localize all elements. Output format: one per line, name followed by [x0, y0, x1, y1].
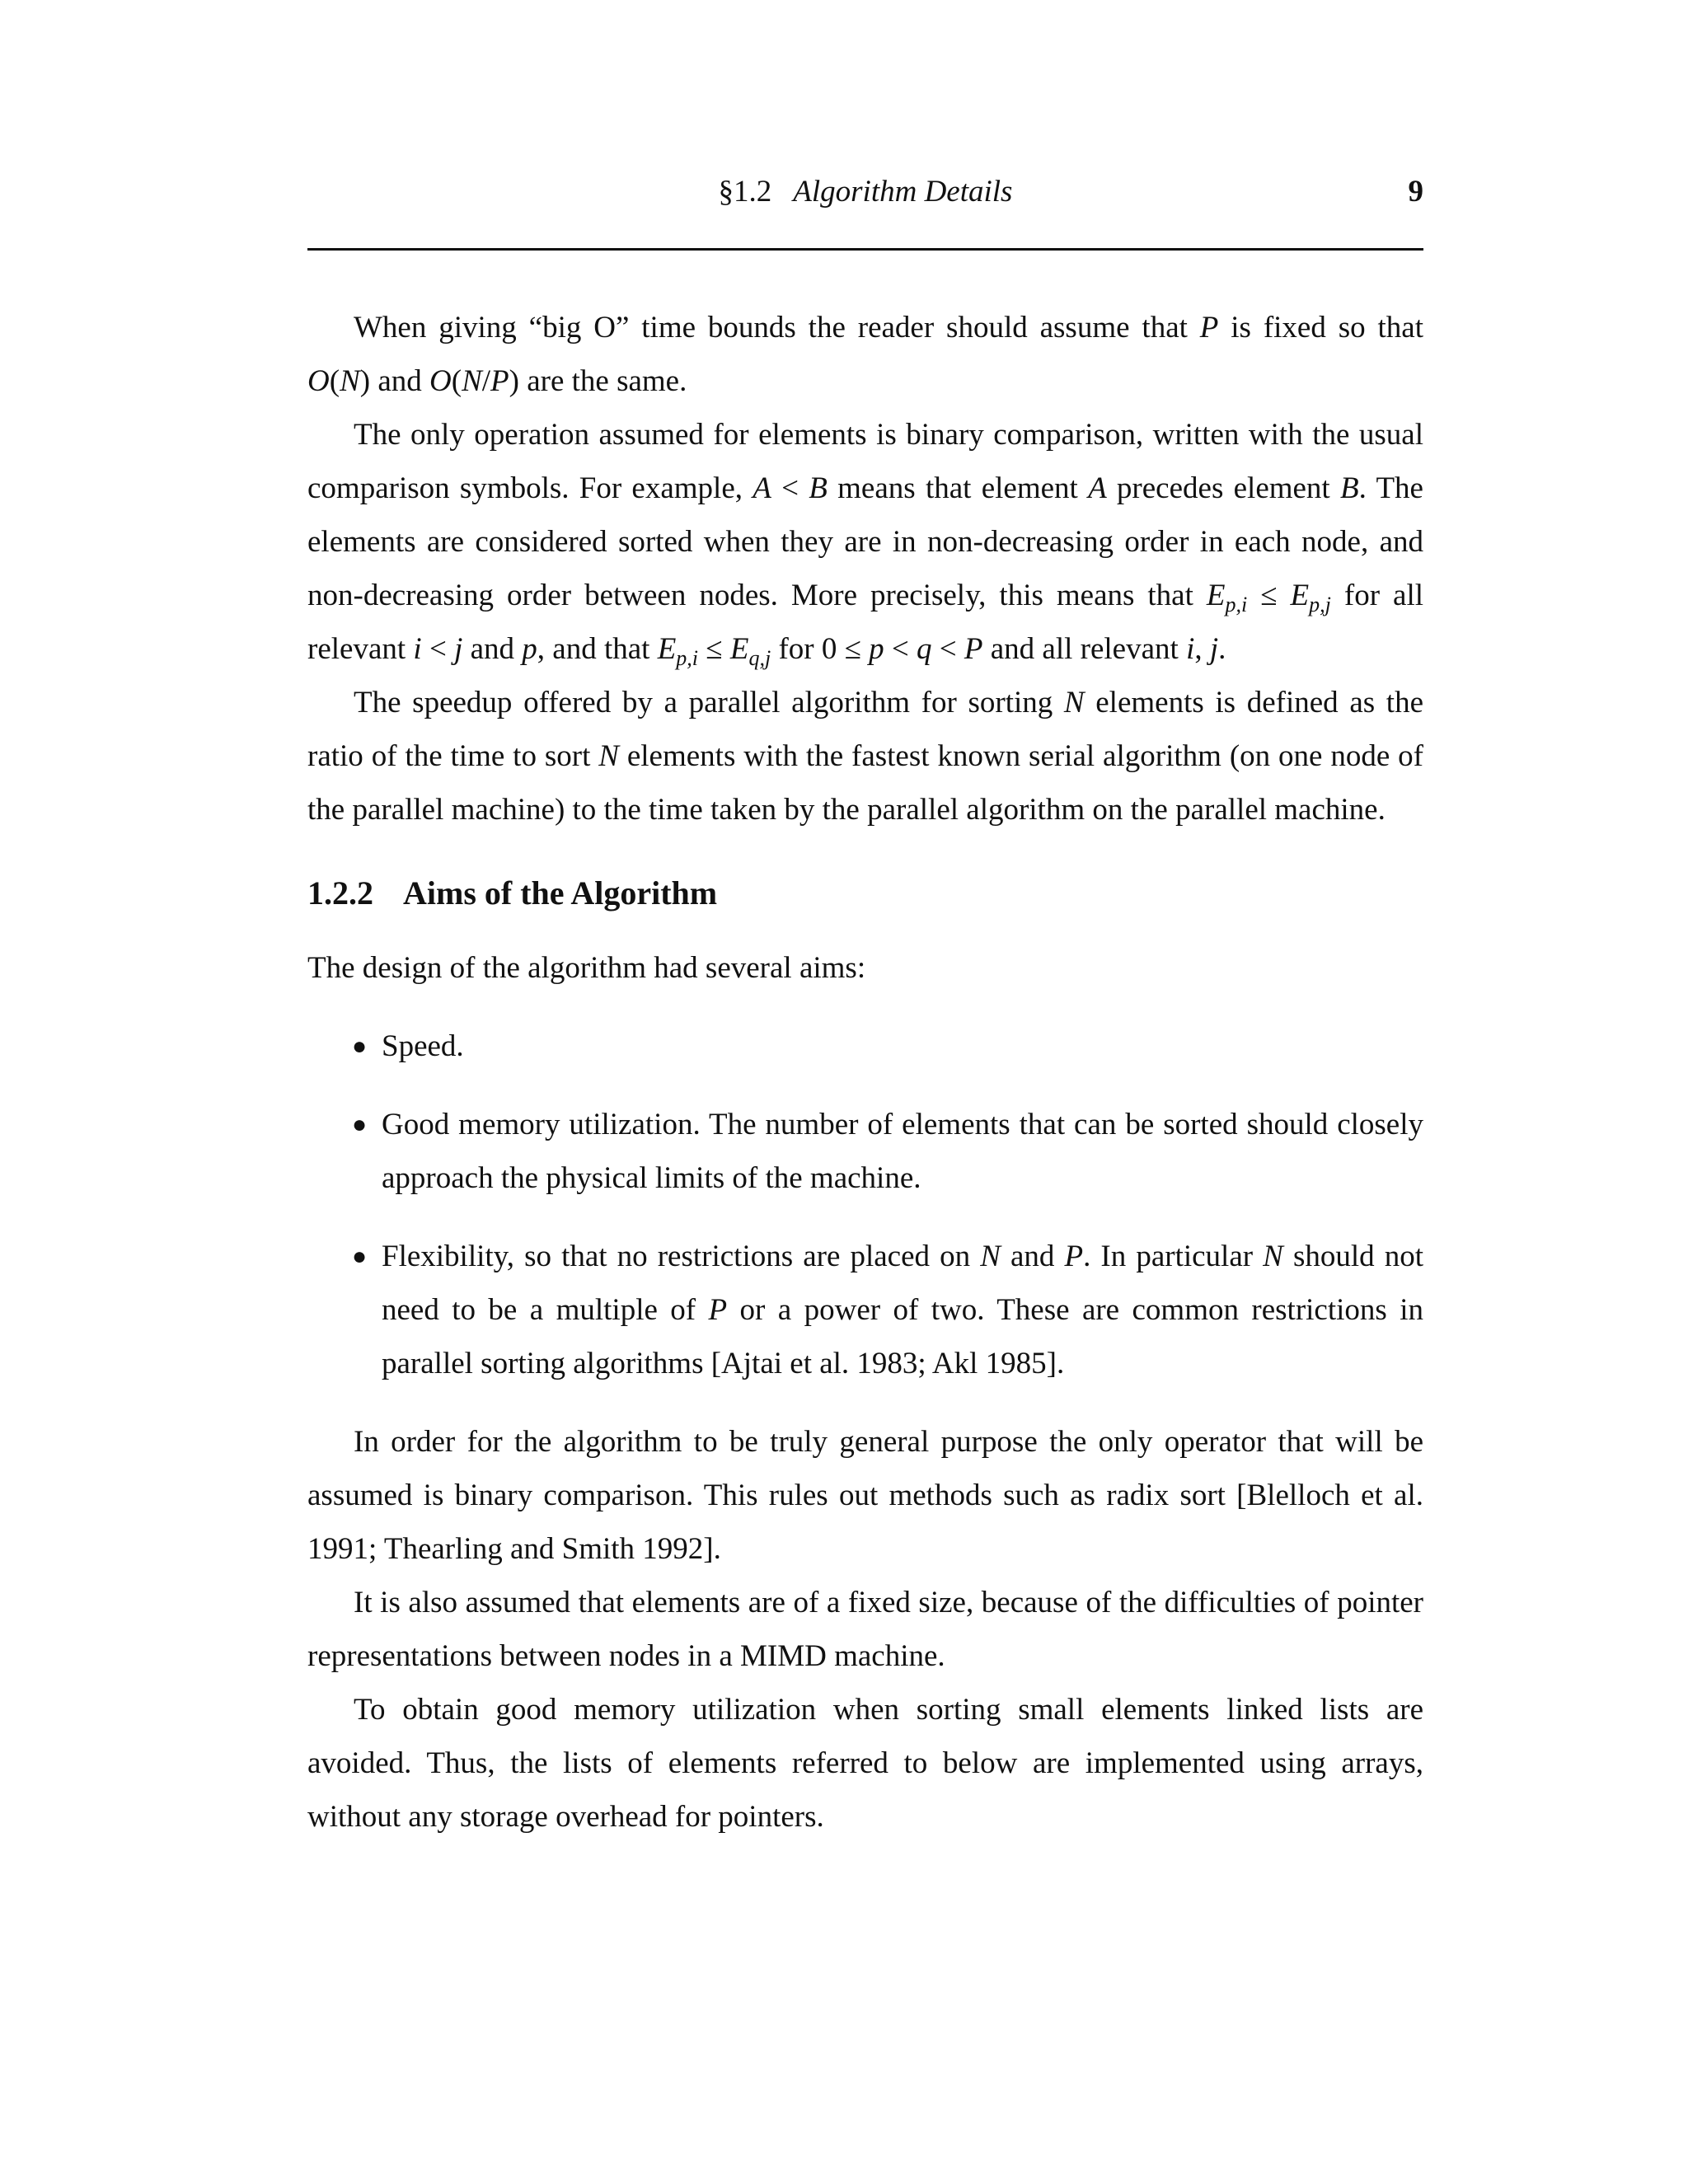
bullet-icon: ● [352, 1033, 368, 1060]
paragraph-memory: To obtain good memory utilization when sorting small elements linked lists are avoided. Thus, the lists of elements referred to below are implemented using arrays, without any storage overhead for pointers. [307, 1693, 1423, 1834]
paragraph-design-aims: The design of the algorithm had several aims: [307, 951, 866, 985]
paragraph-comparison: The only operation assumed for elements is binary comparison, written with the usual comparison symbols. For example, A < B means that element A precedes element B. The elements are considered sorted when they are in non-decreasing order in each node, and non-decreasing order between nodes. More precisely, this means that $E_{p,i} \le E_{p,j}$ for all relevant i < j and p, and that $E_{p,i} \le E_{q,j}$ for 0 ≤ p < q < P and all relevant i, j. [307, 418, 1424, 670]
section-heading [307, 866, 1423, 920]
paragraph-fixed-size: It is also assumed that elements are of a fixed size, because of the difficulties of pointer representations between nodes in a MIMD machine. [307, 1586, 1423, 1673]
list-item: ● Flexibility, so that no restrictions are placed on N and P. In particular N should not need to be a multiple of P or a power of two. These are common restrictions in parallel sorting algorithms [Ajtai et al. 1983; Akl 1985]. [307, 1230, 1423, 1390]
list-item: ● Good memory utilization. The number of elements that can be sorted should closely approach the physical limits of the machine. [307, 1098, 1423, 1205]
header-rule [307, 248, 1423, 251]
section-title: Aims of the Algorithm [403, 874, 718, 912]
page-number: 9 [1408, 175, 1423, 209]
list-item: ● Speed. [307, 1019, 1423, 1073]
chapter-section-title: Algorithm Details [793, 175, 1013, 209]
body-text [307, 301, 1423, 1844]
paragraph-big-o: When giving “big O” time bounds the reader should assume that P is fixed so that O(N) and O(N/P) are the same. [307, 311, 1423, 398]
bullet-icon: ● [352, 1243, 368, 1270]
section-mark: §1.2 [718, 175, 772, 209]
running-header [307, 165, 1423, 214]
aims-list [307, 1019, 1423, 1390]
bullet-icon: ● [352, 1111, 368, 1138]
paragraph-general-purpose: In order for the algorithm to be truly general purpose the only operator that will be assumed is binary comparison. This rules out methods such as radix sort [Blelloch et al. 1991; Thearling and Smith 1992]. [307, 1425, 1423, 1566]
paragraph-speedup: The speedup offered by a parallel algorithm for sorting N elements is defined as the ratio of the time to sort N elements with the fastest known serial algorithm (on one node of the parallel machine) to the time taken by the parallel algorithm on the parallel machine. [307, 686, 1424, 827]
section-number: 1.2.2 [307, 874, 373, 912]
running-title [307, 165, 1423, 218]
